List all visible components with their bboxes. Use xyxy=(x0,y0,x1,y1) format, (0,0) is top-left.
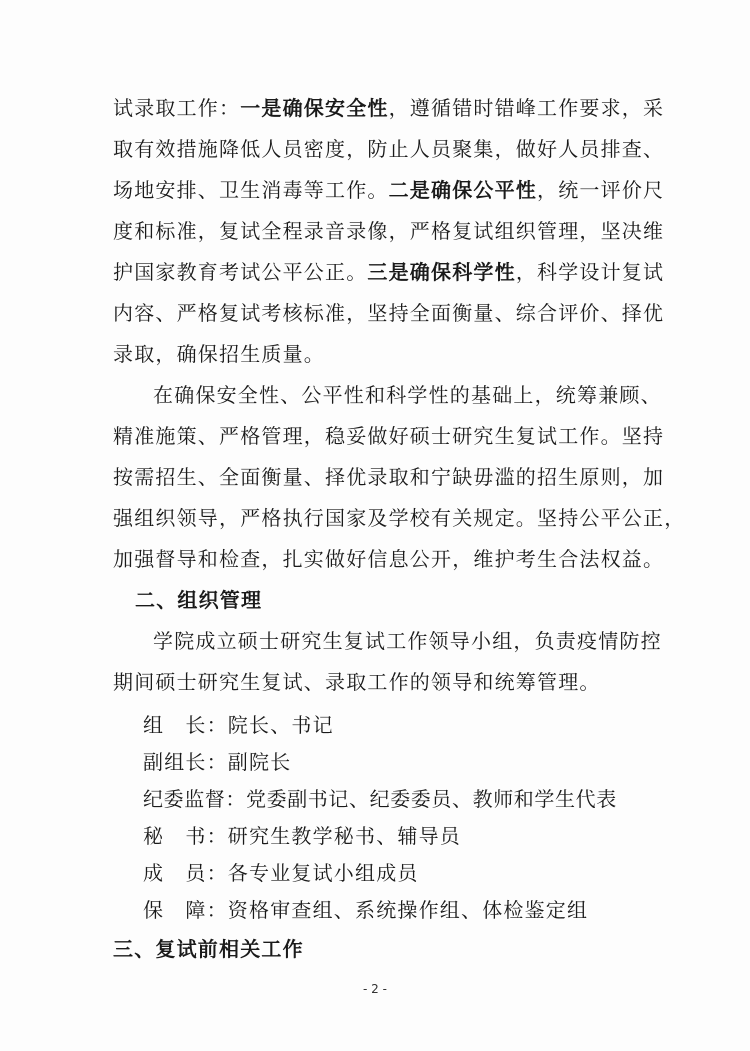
section2-heading: 二、组织管理 xyxy=(135,588,263,612)
role-discipline-supervision: 纪委监督：党委副书记、纪委委员、教师和学生代表 xyxy=(143,787,617,811)
section2-intro-line2: 期间硕士研究生复试、录取工作的领导和统筹管理。 xyxy=(113,670,601,694)
section3-heading: 三、复试前相关工作 xyxy=(113,937,304,961)
paragraph1-line6: 内容、严格复试考核标准，坚持全面衡量、综合评价、择优 xyxy=(113,301,665,325)
text-span: ，科学设计复试 xyxy=(515,260,665,284)
text-span: 场地安排、卫生消毒等工作。 xyxy=(113,178,389,202)
paragraph1-line5 xyxy=(113,252,665,293)
text-span: ，遵循错时错峰工作要求，采 xyxy=(388,96,665,120)
paragraph1-line2: 取有效措施降低人员密度，防止人员聚集，做好人员排查、 xyxy=(113,137,665,161)
paragraph2-line2: 精准施策、严格管理，稳妥做好硕士研究生复试工作。坚持 xyxy=(113,424,665,448)
section2-intro-line1: 学院成立硕士研究生复试工作领导小组，负责疫情防控 xyxy=(153,629,662,653)
text-span: 试录取工作： xyxy=(113,96,241,120)
paragraph2-line4: 强组织领导，严格执行国家及学校有关规定。坚持公平公正， xyxy=(113,506,686,530)
bold-phrase-safety: 一是确保安全性 xyxy=(240,96,389,120)
paragraph1-line7: 录取，确保招生质量。 xyxy=(113,342,325,366)
paragraph1-line3 xyxy=(113,170,665,211)
paragraph2-line5: 加强督导和检查，扎实做好信息公开，维护考生合法权益。 xyxy=(113,547,665,571)
page-number: - 2 - xyxy=(363,982,387,996)
bold-phrase-fairness: 二是确保公平性 xyxy=(388,178,538,202)
paragraph1-line4: 度和标准，复试全程录音录像，严格复试组织管理，坚决维 xyxy=(113,219,665,243)
paragraph1-line1 xyxy=(113,88,665,129)
bold-phrase-science: 三是确保科学性 xyxy=(367,260,516,284)
paragraph2-line3: 按需招生、全面衡量、择优录取和宁缺毋滥的招生原则，加 xyxy=(113,465,665,489)
document-body xyxy=(113,88,686,970)
text-span: 护国家教育考试公平公正。 xyxy=(113,260,368,284)
text-span: ，统一评价尺 xyxy=(537,178,665,202)
role-deputy-leader: 副组长：副院长 xyxy=(143,750,292,774)
role-secretary: 秘 书：研究生教学秘书、辅导员 xyxy=(143,824,461,848)
paragraph2-line1: 在确保安全性、公平性和科学性的基础上，统筹兼顾、 xyxy=(153,383,662,407)
role-leader: 组 长：院长、书记 xyxy=(143,713,334,737)
role-support: 保 障：资格审查组、系统操作组、体检鉴定组 xyxy=(143,898,589,922)
role-members: 成 员：各专业复试小组成员 xyxy=(143,861,419,885)
